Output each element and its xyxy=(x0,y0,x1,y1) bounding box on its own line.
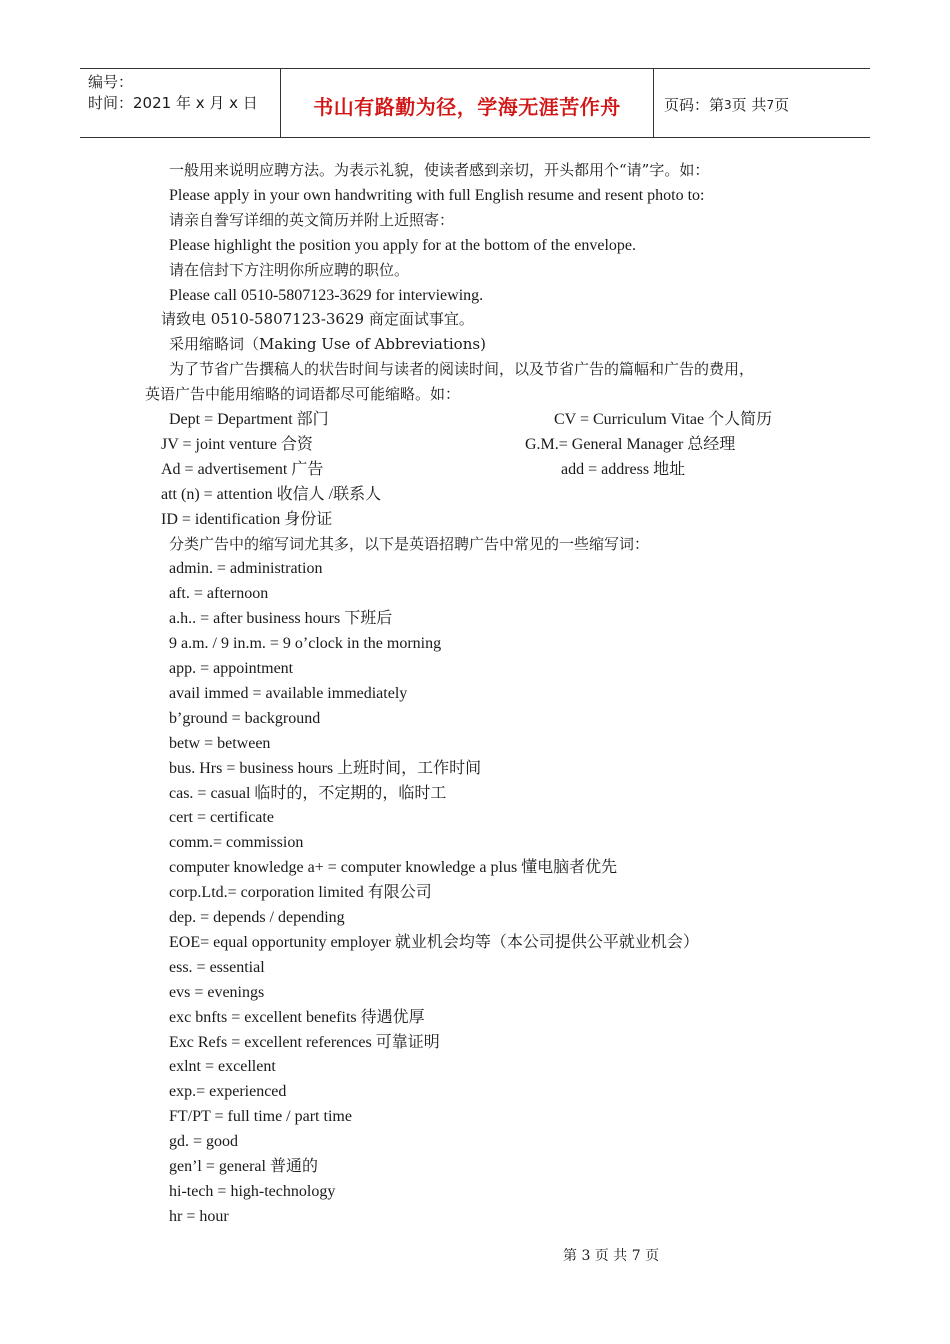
text-line: gd. = good xyxy=(169,1133,239,1151)
page-header xyxy=(80,68,870,138)
page-mid: 页 共 xyxy=(731,96,767,114)
text-line: 采用缩略词（Making Use of Abbreviations) xyxy=(169,335,486,354)
text-line: 分类广告中的缩写词尤其多，以下是英语招聘广告中常见的一些缩写词： xyxy=(169,534,650,553)
text-line: 请在信封下方注明你所应聘的职位。 xyxy=(169,260,410,279)
text-line: aft. = afternoon xyxy=(169,585,269,603)
text-line: 为了节省广告撰稿人的状告时间与读者的阅读时间，以及节省广告的篇幅和广告的费用， xyxy=(169,360,755,379)
text-line: Please highlight the position you apply for at the bottom of the envelope. xyxy=(169,236,637,254)
text-line: gen’l = general 普通的 xyxy=(169,1158,318,1175)
text-line-right-column: G.M.= General Manager 总经理 xyxy=(525,435,736,453)
text-line: hr = hour xyxy=(169,1207,229,1225)
number-label: 编号： xyxy=(88,73,134,91)
text-line: admin. = administration xyxy=(169,560,323,578)
text-line: app. = appointment xyxy=(169,660,294,677)
time-line xyxy=(88,93,280,114)
text-line: Exc Refs = excellent references 可靠证明 xyxy=(169,1033,440,1051)
text-line: comm.= commission xyxy=(169,834,304,852)
header-motto: 书山有路勤为径，学海无涯苦作舟 xyxy=(281,69,654,137)
text-line: 英语广告中能用缩略的词语都尽可能缩略。如： xyxy=(145,385,461,404)
text-line-right-column: add = address 地址 xyxy=(561,460,686,478)
text-line: bus. Hrs = business hours 上班时间，工作时间 xyxy=(169,759,482,777)
text-line: dep. = depends / depending xyxy=(169,909,345,926)
text-line: computer knowledge a+ = computer knowledge a plus 懂电脑者优先 xyxy=(169,859,618,877)
page-num: 3 xyxy=(724,97,732,112)
text-line: 请亲自誊写详细的英文简历并附上近照寄： xyxy=(169,210,455,229)
text-line: Dept = Department 部门 xyxy=(169,411,329,428)
text-line: 9 a.m. / 9 in.m. = 9 o’clock in the morning xyxy=(169,635,442,653)
header-page-indicator xyxy=(654,69,870,137)
text-line: cas. = casual 临时的，不定期的，临时工 xyxy=(169,784,447,802)
text-line: a.h.. = after business hours 下班后 xyxy=(169,610,393,628)
text-line: ID = identification 身份证 xyxy=(161,510,333,528)
page-label: 页码：第 xyxy=(664,96,725,114)
text-line: EOE= equal opportunity employer 就业机会均等（本公司提供公平就业机会） xyxy=(169,933,699,951)
text-line: JV = joint venture 合资 xyxy=(161,435,313,453)
text-line: ess. = essential xyxy=(169,958,265,976)
text-line: evs = evenings xyxy=(169,983,265,1001)
text-line: exc bnfts = excellent benefits 待遇优厚 xyxy=(169,1008,425,1026)
page-footer: 第 3 页 共 7 页 xyxy=(563,1248,660,1264)
text-line: Please apply in your own handwriting with full English resume and resent photo to: xyxy=(169,186,705,204)
text-line: Ad = advertisement 广告 xyxy=(161,460,324,478)
text-line: betw = between xyxy=(169,734,271,752)
text-line-right-column: CV = Curriculum Vitae 个人简历 xyxy=(554,411,773,428)
text-line: Please call 0510-5807123-3629 for interviewing. xyxy=(169,286,484,304)
text-line: exlnt = excellent xyxy=(169,1058,276,1076)
text-line: exp.= experienced xyxy=(169,1083,287,1101)
time-value: 2021 年 x 月 x 日 xyxy=(133,94,258,112)
header-meta-cell xyxy=(80,69,281,137)
text-line: 一般用来说明应聘方法。为表示礼貌，使读者感到亲切，开头都用个“请”字。如： xyxy=(169,161,710,179)
text-line: FT/PT = full time / part time xyxy=(169,1108,352,1126)
page-end: 页 xyxy=(774,96,790,114)
page-total: 7 xyxy=(766,97,775,112)
time-label: 时间： xyxy=(88,94,134,112)
text-line: 请致电 0510-5807123-3629 商定面试事宜。 xyxy=(161,310,474,329)
text-line: att (n) = attention 收信人 /联系人 xyxy=(161,485,382,503)
text-line: cert = certificate xyxy=(169,809,274,827)
text-line: hi-tech = high-technology xyxy=(169,1182,336,1200)
text-line: corp.Ltd.= corporation limited 有限公司 xyxy=(169,884,432,902)
text-line: b’ground = background xyxy=(169,709,321,727)
text-line: avail immed = available immediately xyxy=(169,684,408,702)
